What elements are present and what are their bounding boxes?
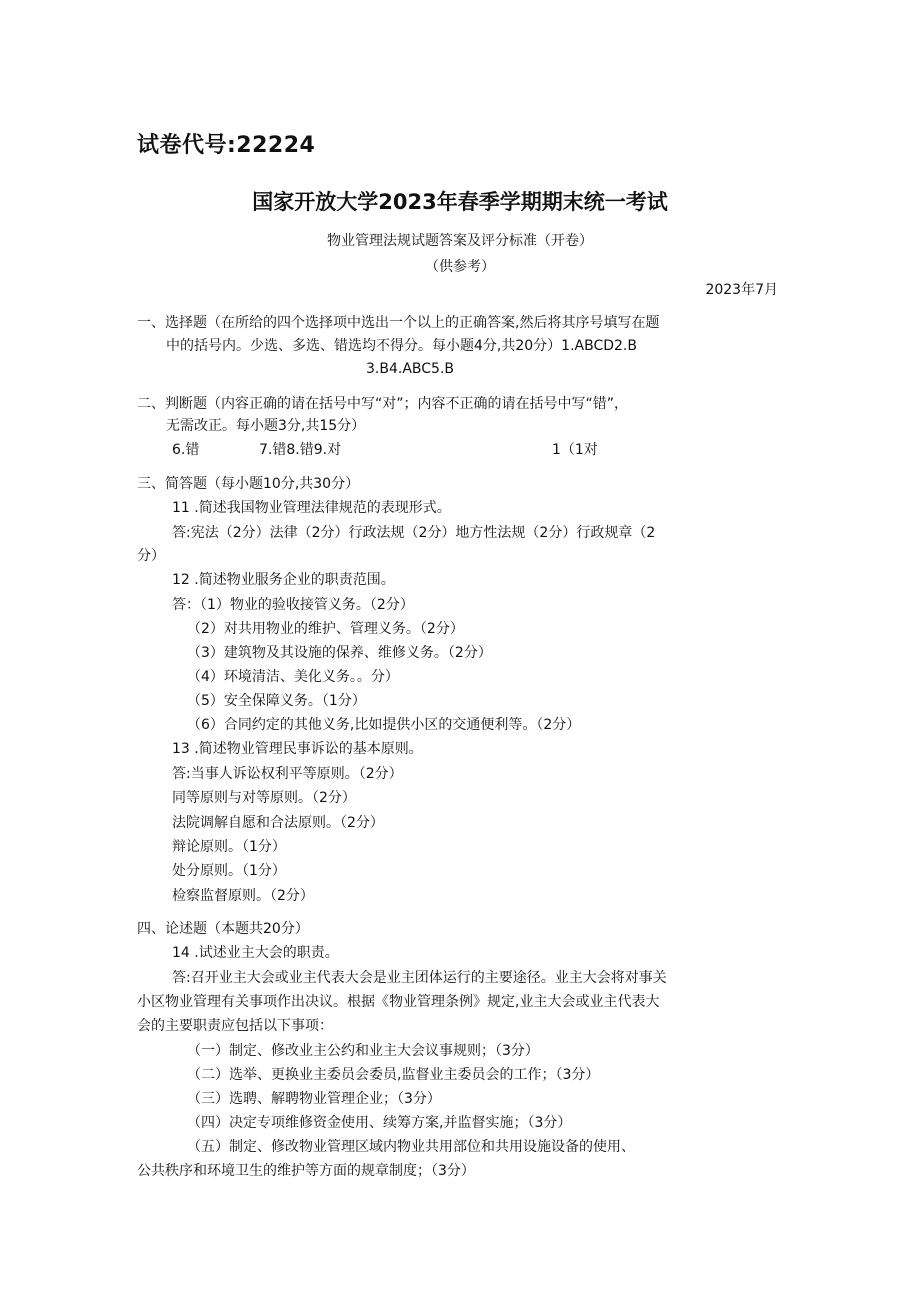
- answer-7-9: 7.错8.错9.对: [259, 442, 342, 458]
- answer-line: （五）制定、修改物业管理区域内物业共用部位和共用设施设备的使用、: [187, 1139, 635, 1155]
- question-13: 13 .简述物业管理民事诉讼的基本原则。: [172, 741, 423, 757]
- exam-code: 试卷代号:22224: [137, 133, 316, 158]
- section3-heading: 三、简答题（每小题10分,共30分）: [137, 476, 360, 492]
- answer-line: 分）: [137, 548, 165, 564]
- question-11: 11 .简述我国物业管理法律规范的表现形式。: [172, 500, 451, 516]
- answer-line: 辩论原则。（1分）: [172, 839, 286, 855]
- answer-line: （四）决定专项维修资金使用、续筹方案,并监督实施；（3分）: [187, 1115, 572, 1131]
- answer-line: （5）安全保障义务。（1分）: [187, 693, 366, 709]
- reference-note: （供参考）: [425, 259, 495, 275]
- answer-line: 答:召开业主大会或业主代表大会是业主团体运行的主要途径。业主大会将对事关: [172, 970, 667, 986]
- answer-line: 公共秩序和环境卫生的维护等方面的规章制度；（3分）: [137, 1163, 475, 1179]
- section4-heading: 四、论述题（本题共20分）: [137, 921, 309, 937]
- answer-line: 小区物业管理有关事项作出决议。根据《物业管理条例》规定,业主大会或业主代表大: [137, 994, 660, 1010]
- answer-line: （2）对共用物业的维护、管理义务。（2分）: [187, 621, 464, 637]
- answer-6: 6.错: [172, 442, 200, 458]
- answer-10: 1（1对: [552, 442, 598, 458]
- answer-line: 同等原则与对等原则。（2分）: [172, 790, 356, 806]
- answer-line: 答：（1）物业的验收接管义务。（2分）: [172, 597, 414, 613]
- page-title: 国家开放大学2023年春季学期期末统一考试: [252, 190, 668, 214]
- exam-date: 2023年7月: [705, 282, 778, 298]
- section1-line: 3.B4.ABC5.B: [366, 361, 454, 377]
- section1-line: 中的括号内。少选、多选、错选均不得分。每小题4分,共20分）1.ABCD2.B: [166, 338, 637, 354]
- answer-line: 答:当事人诉讼权利平等原则。（2分）: [172, 766, 403, 782]
- answer-line: （6）合同约定的其他义务,比如提供小区的交通便利等。（2分）: [187, 717, 581, 733]
- answer-line: （3）建筑物及其设施的保养、维修义务。（2分）: [187, 645, 492, 661]
- subtitle: 物业管理法规试题答案及评分标准（开卷）: [327, 233, 593, 249]
- answer-line: 法院调解自愿和合法原则。（2分）: [172, 815, 384, 831]
- answer-line: （一）制定、修改业主公约和业主大会议事规则；（3分）: [187, 1043, 539, 1059]
- answer-line: 处分原则。（1分）: [172, 863, 286, 879]
- answer-line: 会的主要职责应包括以下事项：: [137, 1018, 333, 1034]
- answer-line: （三）选聘、解聘物业管理企业；（3分）: [187, 1091, 441, 1107]
- answer-line: 检察监督原则。（2分）: [172, 888, 314, 904]
- section2-line: 无需改正。每小题3分,共15分）: [166, 418, 366, 434]
- question-14: 14 .试述业主大会的职责。: [172, 945, 339, 961]
- answer-line: （4）环境清洁、美化义务。。分）: [187, 669, 399, 685]
- section2-line: 二、判断题（内容正确的请在括号中写“对”；内容不正确的请在括号中写“错”，: [137, 396, 629, 412]
- section1-line: 一、选择题（在所给的四个选择项中选出一个以上的正确答案,然后将其序号填写在题: [137, 315, 660, 331]
- question-12: 12 .简述物业服务企业的职责范围。: [172, 572, 395, 588]
- answer-line: 答:宪法（2分）法律（2分）行政法规（2分）地方性法规（2分）行政规章（2: [172, 525, 656, 541]
- answer-line: （二）选举、更换业主委员会委员,监督业主委员会的工作；（3分）: [187, 1067, 600, 1083]
